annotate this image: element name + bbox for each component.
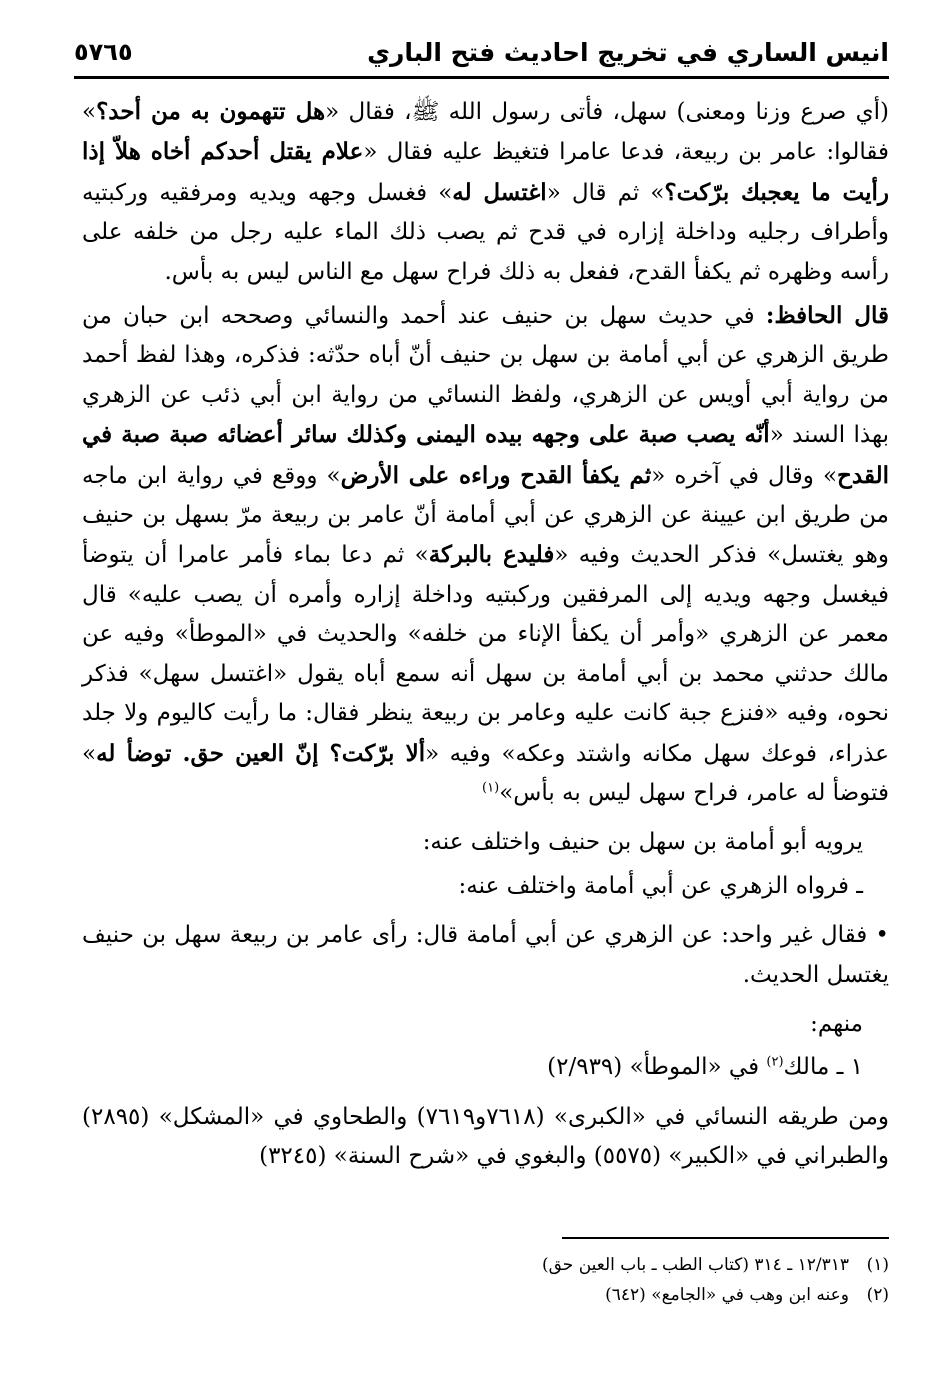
footnote-rule (562, 1237, 889, 1239)
line-malik: ١ ـ مالك$^{(٢)}$ في «الموطأ» (٢/٩٣٩) (547, 1054, 863, 1081)
book-title: انيس الساري في تخريج احاديث فتح الباري (367, 38, 889, 67)
line-zuhri: ـ فرواه الزهري عن أبي أمامة واختلف عنه: (458, 872, 863, 899)
line-narration: يرويه أبو أمامة بن سهل بن حنيف واختلف عنه: (422, 829, 863, 856)
line-bullet: • فقال غير واحد: عن الزهري عن أبي أمامة قال: رأى عامر بن ربيعة سهل بن حنيف يغتسل الحديث. (82, 922, 889, 988)
header-rule (74, 76, 889, 79)
paragraph-hafiz-commentary: قال الحافظ: في حديث سهل بن حنيف عند أحمد والنسائي وصححه ابن حبان من طريق الزهري عن أبي أمامة بن سهل بن حنيف أنّ أباه حدّثه: فذكره، وهذا لفظ أحمد من رواية أبي أويس عن الزهري، ولفظ النسائي من رواية ابن أبي ذئب عن الزهري بهذا السند «أنّه يصب صبة على وجهه بيده اليمنى وكذلك سائر أعضائه صبة صبة في القدح» وقال في آخره «ثم يكفأ القدح وراءه على الأرض» ووقع في رواية ابن ماجه من طريق ابن عيينة عن الزهري عن أبي أمامة أنّ عامر بن ربيعة مرّ بسهل بن حنيف وهو يغتسل» فذكر الحديث وفيه «فليدع بالبركة» ثم دعا بماء فأمر عامرا أن يتوضأ فيغسل وجهه ويديه إلى المرفقين وركبتيه وداخلة إزاره وأمره أن يصب عليه» قال معمر عن الزهري «وأمر أن يكفأ الإناء من خلفه» والحديث في «الموطأ» وفيه عن مالك حدثني محمد بن أبي أمامة بن سهل أنه سمع أباه يقول «اغتسل سهل» فذكر نحوه، وفيه «فنزع جبة كانت عليه وعامر بن ربيعة ينظر فقال: ما رأيت كاليوم ولا جلد عذراء، فوعك سهل مكانه واشتد وعكه» وفيه «ألا برّكت؟ إنّ العين حق. توضأ له» فتوضأ له عامر، فراح سهل ليس به بأس»$^{(١)}$ (82, 302, 890, 806)
page-number: ٥٧٦٥ (74, 38, 133, 66)
footnote-ref-1: (١) (482, 780, 500, 796)
paragraph-hadith-text: (أي صرع وزنا ومعنى) سهل، فأتى رسول الله ﷺ، فقال «هل تتهمون به من أحد؟» فقالوا: عامر بن ربيعة، فدعا عامرا فتغيظ عليه فقال «علام يقتل أحدكم أخاه هلاّ إذا رأيت ما يعجبك برّكت؟» ثم قال «اغتسل له» فغسل وجهه ويديه ومرفقيه وركبتيه وأطراف رجليه وداخلة إزاره في قدح ثم يصب ذلك الماء عليه رجل من خلفه على رأسه وظهره ثم يكفأ القدح، ففعل به ذلك فراح سهل مع الناس ليس به بأس. (82, 98, 889, 285)
footnote-ref-2: (٢) (766, 1054, 784, 1070)
footnote-1: (١)١٢/٣١٣ ـ ٣١٤ (كتاب الطب ـ باب العين حق) (542, 1255, 889, 1275)
running-header (74, 26, 889, 78)
footnotes (82, 1250, 889, 1310)
main-text (82, 92, 889, 1177)
line-sources: ومن طريقه النسائي في «الكبرى» (٧٦١٨و٧٦١٩) والطحاوي في «المشكل» (٢٨٩٥) والطبراني في «الكبير» (٥٥٧٥) والبغوي في «شرح السنة» (٣٢٤٥) (82, 1103, 890, 1170)
footnote-2: (٢)وعنه ابن وهب في «الجامع» (٦٤٢) (605, 1285, 889, 1305)
line-among-them: منهم: (810, 1010, 863, 1037)
